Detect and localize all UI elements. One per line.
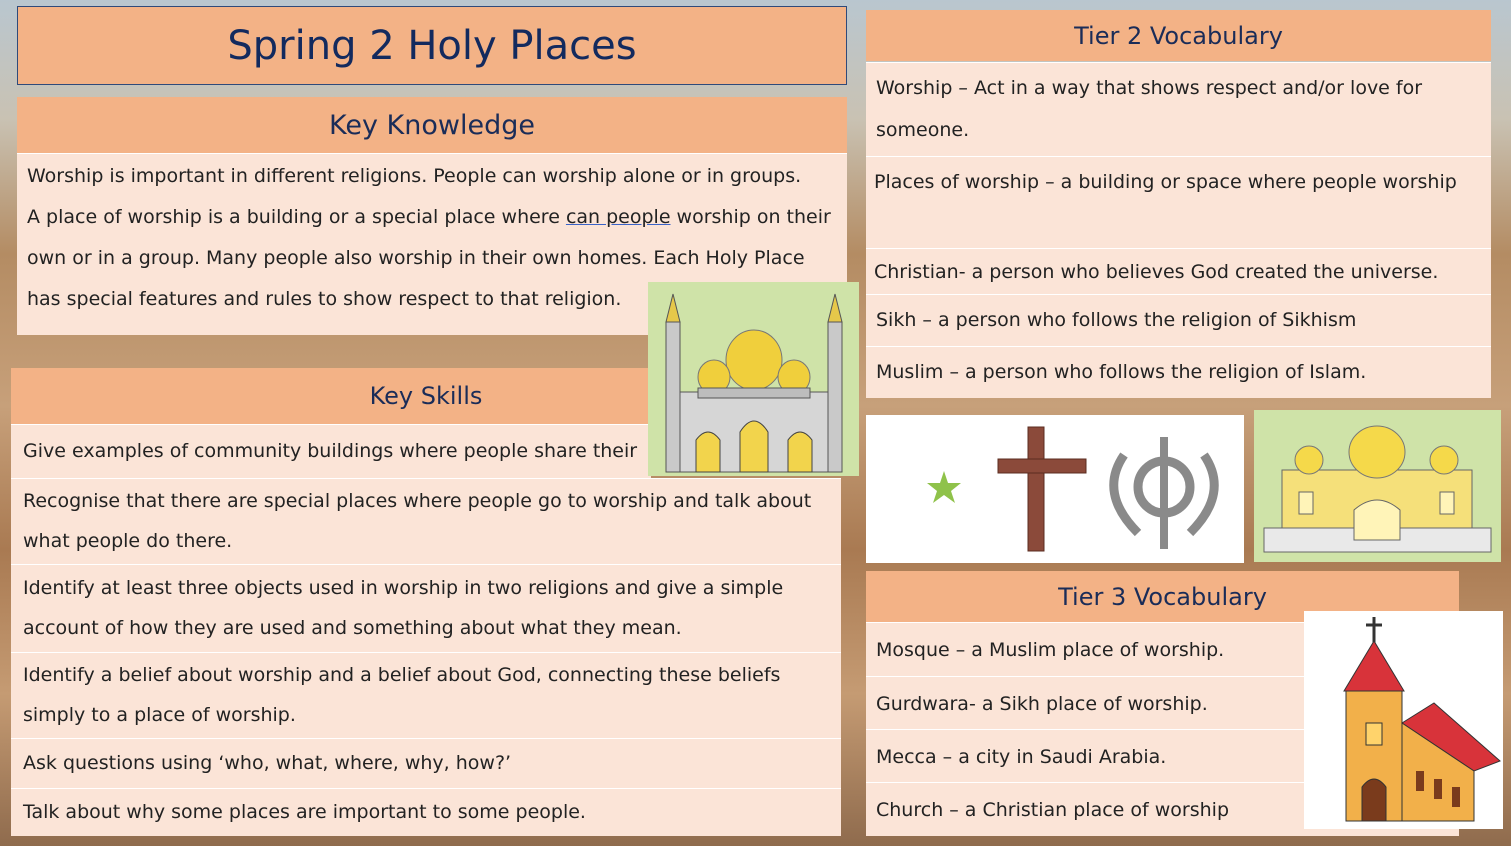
tier2-row: Places of worship – a building or space where people worship <box>866 156 1491 248</box>
crescent-star-icon <box>883 435 961 545</box>
gurdwara-icon <box>1254 410 1501 562</box>
key-knowledge-line-2b: worship on their own or in a group. Many people also worship in their own homes. Each Holy Place has special features and rules to show respect to that religion. <box>27 206 831 310</box>
skill-row: Talk about why some places are important to some people. <box>11 788 841 836</box>
tier3-row: Church – a Christian place of worship <box>866 782 1459 836</box>
tier3-heading: Tier 3 Vocabulary <box>866 571 1459 622</box>
cross-icon <box>998 427 1086 551</box>
key-knowledge-line-1: Worship is important in different religions. People can worship alone or in groups. <box>27 165 802 187</box>
key-knowledge-line-2a: A place of worship is a building or a special place where <box>27 206 566 228</box>
tier2-row: Worship – Act in a way that shows respect and/or love for someone. <box>866 62 1491 156</box>
key-knowledge-underlined: can people <box>565 206 671 228</box>
tier3-row: Mosque – a Muslim place of worship. <box>866 622 1459 676</box>
tier2-row: Christian- a person who believes God created the universe. <box>866 248 1491 294</box>
key-skills-heading: Key Skills <box>11 368 841 424</box>
tier3-row: Gurdwara- a Sikh place of worship. <box>866 676 1459 729</box>
mosque-icon <box>648 282 859 476</box>
page-title: Spring 2 Holy Places <box>17 6 847 85</box>
religious-symbols-image <box>866 415 1244 563</box>
tier2-heading: Tier 2 Vocabulary <box>866 10 1491 61</box>
khanda-icon <box>1114 437 1214 549</box>
tier3-row: Mecca – a city in Saudi Arabia. <box>866 729 1459 782</box>
tier2-row: Sikh – a person who follows the religion of Sikhism <box>866 294 1491 346</box>
skill-row: Recognise that there are special places where people go to worship and talk about what people do there. <box>11 478 841 564</box>
skill-row: Identify a belief about worship and a belief about God, connecting these beliefs simply to a place of worship. <box>11 652 841 738</box>
skill-row: Give examples of community buildings where people share their <box>11 424 651 478</box>
tier2-row: Muslim – a person who follows the religion of Islam. <box>866 346 1491 398</box>
key-knowledge-heading: Key Knowledge <box>17 97 847 153</box>
skill-row: Ask questions using ‘who, what, where, why, how?’ <box>11 738 841 788</box>
church-icon <box>1304 611 1503 829</box>
skill-row: Identify at least three objects used in worship in two religions and give a simple account of how they are used and something about what they mean. <box>11 564 841 652</box>
